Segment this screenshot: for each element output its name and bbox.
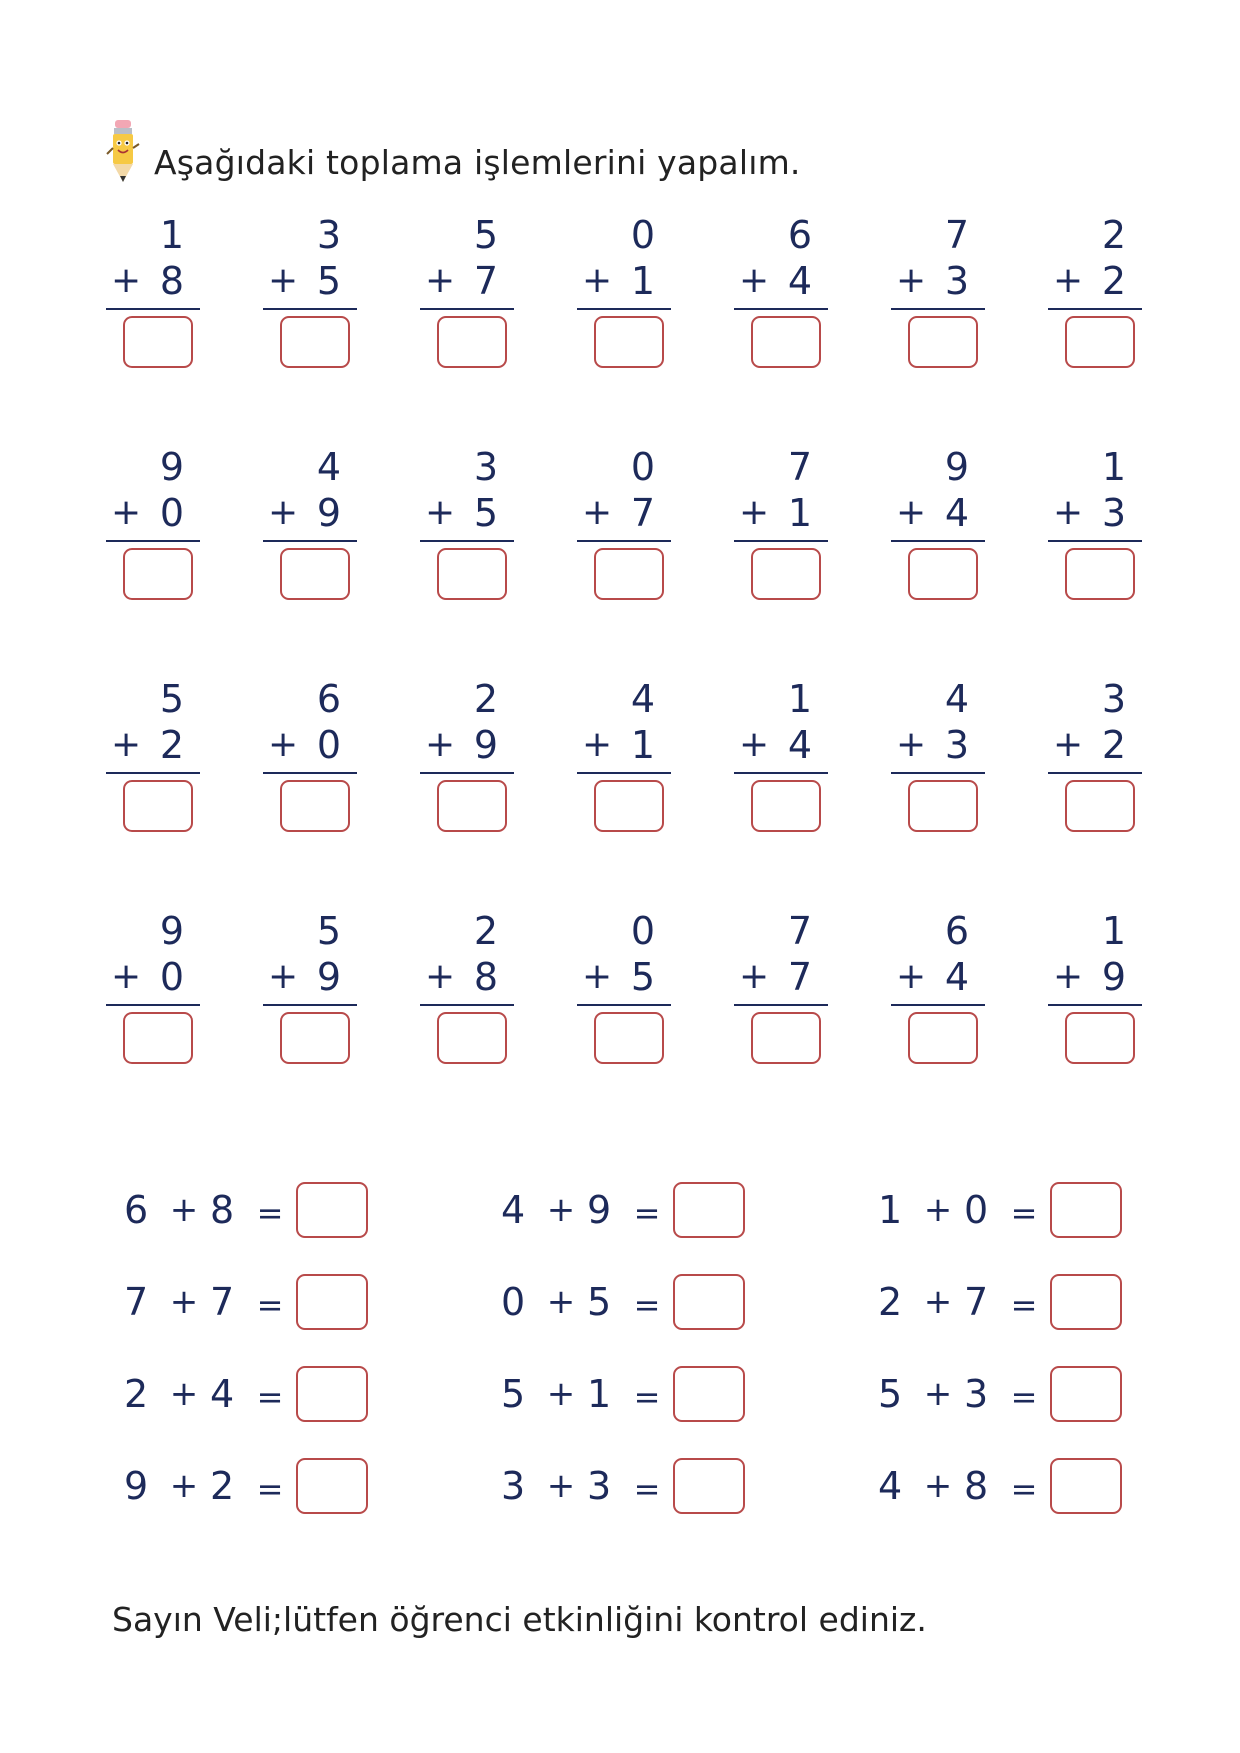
sum-line xyxy=(106,772,200,774)
answer-box[interactable] xyxy=(1050,1182,1122,1238)
addend-bottom: 7 xyxy=(473,259,498,303)
vertical-problem xyxy=(106,212,200,362)
answer-box[interactable] xyxy=(123,780,193,832)
addend-bottom: 9 xyxy=(316,955,341,999)
equals-sign: = xyxy=(256,1470,284,1508)
sum-line xyxy=(420,540,514,542)
vertical-problem xyxy=(891,676,985,826)
answer-box[interactable] xyxy=(908,1012,978,1064)
pencil-mascot-icon xyxy=(106,118,140,186)
plus-sign: + xyxy=(111,492,142,533)
addend-bottom: 2 xyxy=(159,723,184,767)
equals-sign: = xyxy=(633,1470,661,1508)
vertical-problem xyxy=(1048,676,1142,826)
sum-line xyxy=(1048,1004,1142,1006)
addend-top: 4 xyxy=(944,677,969,721)
vertical-problem xyxy=(106,676,200,826)
addend-top: 2 xyxy=(473,909,498,953)
plus-sign: + xyxy=(896,956,927,997)
vertical-problem xyxy=(106,444,200,594)
addend-second: 3 xyxy=(964,1372,989,1416)
horizontal-problem xyxy=(878,1456,1240,1516)
answer-box[interactable] xyxy=(594,780,664,832)
addend-top: 7 xyxy=(944,213,969,257)
answer-box[interactable] xyxy=(437,1012,507,1064)
plus-sign: + xyxy=(169,1282,199,1322)
plus-sign: + xyxy=(1053,492,1084,533)
addend-bottom: 3 xyxy=(944,259,969,303)
answer-box[interactable] xyxy=(594,548,664,600)
addend-top: 6 xyxy=(316,677,341,721)
plus-sign: + xyxy=(1053,724,1084,765)
addend-top: 2 xyxy=(473,677,498,721)
plus-sign: + xyxy=(896,260,927,301)
horizontal-problem xyxy=(124,1456,501,1516)
answer-box[interactable] xyxy=(123,1012,193,1064)
plus-sign: + xyxy=(111,724,142,765)
addend-bottom: 3 xyxy=(1101,491,1126,535)
plus-sign: + xyxy=(111,260,142,301)
answer-box[interactable] xyxy=(673,1182,745,1238)
addend-second: 0 xyxy=(964,1188,989,1232)
addend-top: 3 xyxy=(316,213,341,257)
answer-box[interactable] xyxy=(1065,780,1135,832)
addend-second: 7 xyxy=(210,1280,235,1324)
answer-box[interactable] xyxy=(437,548,507,600)
answer-box[interactable] xyxy=(594,316,664,368)
sum-line xyxy=(420,1004,514,1006)
vertical-problem xyxy=(263,908,357,1058)
addend-bottom: 1 xyxy=(787,491,812,535)
vertical-problem xyxy=(1048,444,1142,594)
vertical-addition-grid xyxy=(106,212,1142,1140)
answer-box[interactable] xyxy=(908,780,978,832)
horizontal-problem xyxy=(878,1364,1240,1424)
plus-sign: + xyxy=(425,492,456,533)
addend-bottom: 8 xyxy=(159,259,184,303)
answer-box[interactable] xyxy=(280,780,350,832)
sum-line xyxy=(577,540,671,542)
answer-box[interactable] xyxy=(751,316,821,368)
horizontal-problem xyxy=(501,1364,878,1424)
addend-first: 7 xyxy=(124,1280,149,1324)
plus-sign: + xyxy=(739,492,770,533)
vertical-problem xyxy=(420,676,514,826)
horizontal-problem xyxy=(124,1180,501,1240)
answer-box[interactable] xyxy=(1065,316,1135,368)
answer-box[interactable] xyxy=(673,1366,745,1422)
answer-box[interactable] xyxy=(1050,1366,1122,1422)
plus-sign: + xyxy=(268,492,299,533)
addend-first: 6 xyxy=(124,1188,149,1232)
vertical-problem xyxy=(420,212,514,362)
addend-bottom: 7 xyxy=(630,491,655,535)
sum-line xyxy=(420,772,514,774)
vertical-problem xyxy=(734,908,828,1058)
addend-second: 3 xyxy=(587,1464,612,1508)
answer-box[interactable] xyxy=(908,316,978,368)
sum-line xyxy=(734,308,828,310)
addend-top: 6 xyxy=(944,909,969,953)
horizontal-problem xyxy=(501,1272,878,1332)
plus-sign: + xyxy=(546,1466,576,1506)
addend-second: 1 xyxy=(587,1372,612,1416)
answer-box[interactable] xyxy=(673,1458,745,1514)
vertical-problem xyxy=(1048,212,1142,362)
plus-sign: + xyxy=(739,724,770,765)
addend-bottom: 4 xyxy=(787,723,812,767)
answer-box[interactable] xyxy=(437,780,507,832)
answer-box[interactable] xyxy=(280,548,350,600)
plus-sign: + xyxy=(896,492,927,533)
addend-top: 3 xyxy=(1101,677,1126,721)
addend-first: 5 xyxy=(501,1372,526,1416)
plus-sign: + xyxy=(923,1190,953,1230)
sum-line xyxy=(106,308,200,310)
addend-top: 6 xyxy=(787,213,812,257)
addend-bottom: 0 xyxy=(159,491,184,535)
vertical-problem xyxy=(577,908,671,1058)
answer-box[interactable] xyxy=(1050,1458,1122,1514)
addend-top: 7 xyxy=(787,445,812,489)
addend-bottom: 2 xyxy=(1101,259,1126,303)
addend-bottom: 2 xyxy=(1101,723,1126,767)
addend-bottom: 9 xyxy=(1101,955,1126,999)
sum-line xyxy=(420,308,514,310)
addend-top: 9 xyxy=(159,909,184,953)
sum-line xyxy=(106,540,200,542)
vertical-problem xyxy=(1048,908,1142,1058)
sum-line xyxy=(263,1004,357,1006)
horizontal-problem xyxy=(501,1180,878,1240)
horizontal-problem xyxy=(878,1272,1240,1332)
sum-line xyxy=(263,540,357,542)
sum-line xyxy=(891,1004,985,1006)
sum-line xyxy=(1048,308,1142,310)
addend-first: 4 xyxy=(878,1464,903,1508)
addend-top: 0 xyxy=(630,909,655,953)
plus-sign: + xyxy=(1053,956,1084,997)
equals-sign: = xyxy=(633,1194,661,1232)
addend-first: 5 xyxy=(878,1372,903,1416)
answer-box[interactable] xyxy=(908,548,978,600)
addend-first: 1 xyxy=(878,1188,903,1232)
plus-sign: + xyxy=(923,1466,953,1506)
equals-sign: = xyxy=(633,1286,661,1324)
answer-box[interactable] xyxy=(296,1458,368,1514)
answer-box[interactable] xyxy=(296,1274,368,1330)
addend-top: 1 xyxy=(159,213,184,257)
plus-sign: + xyxy=(268,724,299,765)
addend-second: 8 xyxy=(964,1464,989,1508)
plus-sign: + xyxy=(546,1374,576,1414)
addend-bottom: 3 xyxy=(944,723,969,767)
plus-sign: + xyxy=(582,492,613,533)
plus-sign: + xyxy=(923,1374,953,1414)
horizontal-problem xyxy=(878,1180,1240,1240)
equals-sign: = xyxy=(1010,1194,1038,1232)
addend-bottom: 0 xyxy=(159,955,184,999)
sum-line xyxy=(891,772,985,774)
sum-line xyxy=(1048,540,1142,542)
plus-sign: + xyxy=(582,260,613,301)
plus-sign: + xyxy=(546,1190,576,1230)
answer-box[interactable] xyxy=(1065,1012,1135,1064)
addend-first: 9 xyxy=(124,1464,149,1508)
plus-sign: + xyxy=(425,956,456,997)
sum-line xyxy=(577,308,671,310)
plus-sign: + xyxy=(582,724,613,765)
vertical-problem xyxy=(734,212,828,362)
addend-top: 4 xyxy=(316,445,341,489)
vertical-problem xyxy=(734,444,828,594)
plus-sign: + xyxy=(169,1466,199,1506)
plus-sign: + xyxy=(111,956,142,997)
plus-sign: + xyxy=(739,956,770,997)
addend-top: 7 xyxy=(787,909,812,953)
addend-top: 9 xyxy=(159,445,184,489)
sum-line xyxy=(734,772,828,774)
vertical-problem xyxy=(734,676,828,826)
addend-top: 0 xyxy=(630,213,655,257)
plus-sign: + xyxy=(268,260,299,301)
addend-top: 2 xyxy=(1101,213,1126,257)
sum-line xyxy=(891,540,985,542)
vertical-problem xyxy=(420,444,514,594)
answer-box[interactable] xyxy=(280,316,350,368)
plus-sign: + xyxy=(1053,260,1084,301)
answer-box[interactable] xyxy=(123,548,193,600)
plus-sign: + xyxy=(582,956,613,997)
answer-box[interactable] xyxy=(751,1012,821,1064)
vertical-problem xyxy=(891,908,985,1058)
addend-bottom: 9 xyxy=(473,723,498,767)
instruction-title: Aşağıdaki toplama işlemlerini yapalım. xyxy=(154,143,801,182)
vertical-problem xyxy=(263,676,357,826)
answer-box[interactable] xyxy=(296,1366,368,1422)
vertical-problem xyxy=(420,908,514,1058)
plus-sign: + xyxy=(739,260,770,301)
equals-sign: = xyxy=(1010,1286,1038,1324)
sum-line xyxy=(891,308,985,310)
addend-top: 4 xyxy=(630,677,655,721)
addend-bottom: 5 xyxy=(316,259,341,303)
plus-sign: + xyxy=(896,724,927,765)
vertical-problem xyxy=(263,212,357,362)
addend-bottom: 5 xyxy=(630,955,655,999)
answer-box[interactable] xyxy=(296,1182,368,1238)
sum-line xyxy=(577,772,671,774)
sum-line xyxy=(577,1004,671,1006)
answer-box[interactable] xyxy=(280,1012,350,1064)
addend-second: 4 xyxy=(210,1372,235,1416)
answer-box[interactable] xyxy=(594,1012,664,1064)
addend-bottom: 9 xyxy=(316,491,341,535)
addend-top: 5 xyxy=(159,677,184,721)
header xyxy=(106,118,801,186)
horizontal-problem xyxy=(124,1272,501,1332)
addend-second: 2 xyxy=(210,1464,235,1508)
addend-bottom: 5 xyxy=(473,491,498,535)
sum-line xyxy=(734,1004,828,1006)
vertical-problem xyxy=(263,444,357,594)
answer-box[interactable] xyxy=(751,780,821,832)
sum-line xyxy=(263,308,357,310)
addend-top: 1 xyxy=(1101,445,1126,489)
sum-line xyxy=(734,540,828,542)
addend-first: 0 xyxy=(501,1280,526,1324)
addend-first: 2 xyxy=(878,1280,903,1324)
vertical-problem xyxy=(577,212,671,362)
addend-top: 1 xyxy=(1101,909,1126,953)
plus-sign: + xyxy=(268,956,299,997)
plus-sign: + xyxy=(546,1282,576,1322)
addend-first: 4 xyxy=(501,1188,526,1232)
horizontal-problem xyxy=(501,1456,878,1516)
horizontal-addition-grid xyxy=(124,1180,1240,1548)
vertical-problem xyxy=(577,444,671,594)
sum-line xyxy=(106,1004,200,1006)
plus-sign: + xyxy=(425,260,456,301)
answer-box[interactable] xyxy=(1050,1274,1122,1330)
answer-box[interactable] xyxy=(751,548,821,600)
answer-box[interactable] xyxy=(437,316,507,368)
answer-box[interactable] xyxy=(673,1274,745,1330)
addend-first: 2 xyxy=(124,1372,149,1416)
addend-bottom: 0 xyxy=(316,723,341,767)
plus-sign: + xyxy=(923,1282,953,1322)
addend-top: 5 xyxy=(473,213,498,257)
vertical-problem xyxy=(577,676,671,826)
addend-second: 9 xyxy=(587,1188,612,1232)
parent-note: Sayın Veli;lütfen öğrenci etkinliğini kontrol ediniz. xyxy=(112,1600,927,1639)
addend-top: 5 xyxy=(316,909,341,953)
addend-top: 0 xyxy=(630,445,655,489)
sum-line xyxy=(1048,772,1142,774)
horizontal-problem xyxy=(124,1364,501,1424)
addend-top: 9 xyxy=(944,445,969,489)
answer-box[interactable] xyxy=(1065,548,1135,600)
addend-bottom: 1 xyxy=(630,723,655,767)
equals-sign: = xyxy=(256,1286,284,1324)
addend-bottom: 4 xyxy=(944,491,969,535)
sum-line xyxy=(263,772,357,774)
equals-sign: = xyxy=(633,1378,661,1416)
answer-box[interactable] xyxy=(123,316,193,368)
addend-second: 5 xyxy=(587,1280,612,1324)
addend-second: 7 xyxy=(964,1280,989,1324)
addend-bottom: 4 xyxy=(944,955,969,999)
plus-sign: + xyxy=(169,1190,199,1230)
addend-bottom: 7 xyxy=(787,955,812,999)
addend-bottom: 4 xyxy=(787,259,812,303)
addend-top: 1 xyxy=(787,677,812,721)
vertical-problem xyxy=(891,212,985,362)
vertical-problem xyxy=(106,908,200,1058)
addend-bottom: 1 xyxy=(630,259,655,303)
addend-top: 3 xyxy=(473,445,498,489)
addend-first: 3 xyxy=(501,1464,526,1508)
plus-sign: + xyxy=(169,1374,199,1414)
equals-sign: = xyxy=(1010,1378,1038,1416)
vertical-problem xyxy=(891,444,985,594)
equals-sign: = xyxy=(256,1378,284,1416)
addend-bottom: 8 xyxy=(473,955,498,999)
plus-sign: + xyxy=(425,724,456,765)
equals-sign: = xyxy=(1010,1470,1038,1508)
equals-sign: = xyxy=(256,1194,284,1232)
addend-second: 8 xyxy=(210,1188,235,1232)
